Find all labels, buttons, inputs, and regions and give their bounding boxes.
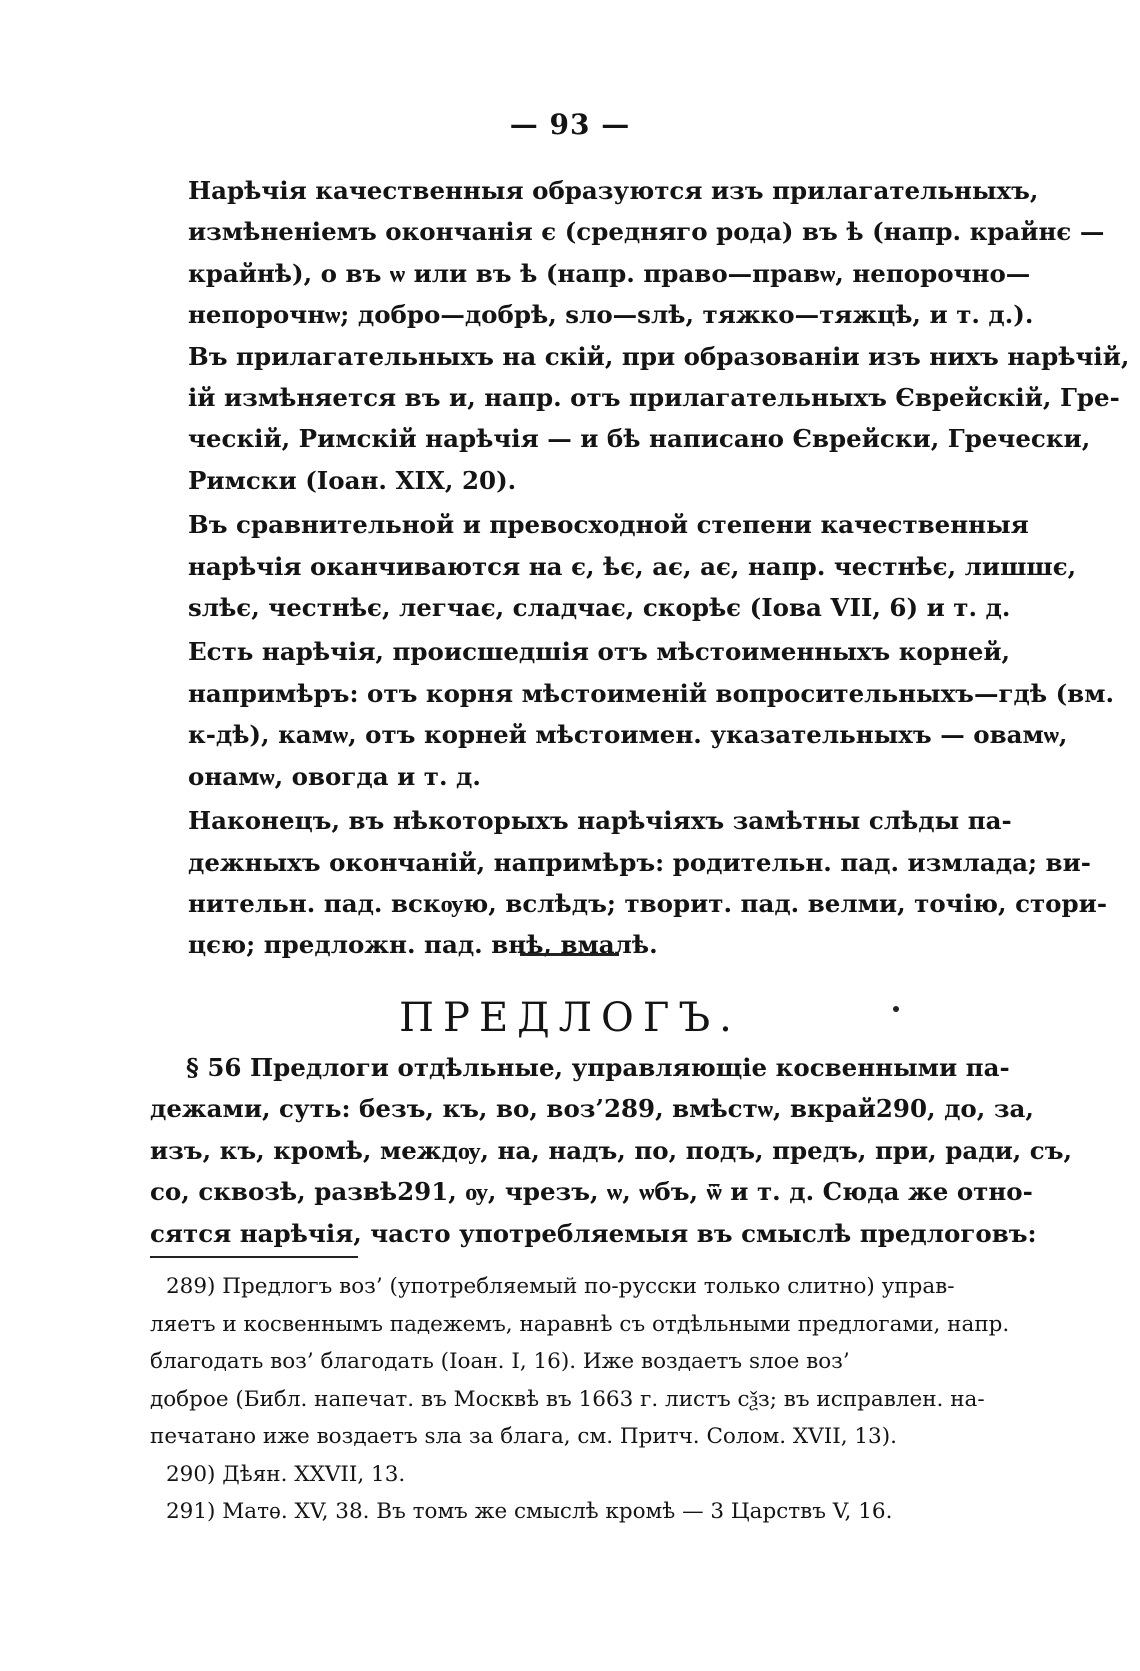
text-line: Въ прилагательныхъ на скій, при образованіи изъ нихъ нарѣчій, — [188, 341, 1130, 371]
text-line: ій измѣняется въ и, напр. отъ прилагательныхъ Єврейскій, Гре- — [188, 383, 1120, 413]
section-divider — [520, 953, 619, 956]
text-line: дежныхъ окончаній, напримѣръ: родительн. пад. измлада; ви- — [188, 847, 1091, 877]
text-line: § 56 Предлоги отдѣльные, управляющіе косвенными па- — [186, 1053, 1010, 1082]
body-text — [188, 170, 1130, 969]
text-line: со, сквозѣ, развѣ291, ѹ, чрезъ, ѡ, ѡбъ, ѿ и т. д. Сюда же отно- — [150, 1177, 1033, 1207]
ink-dot — [893, 1006, 899, 1012]
page-number: — 93 — — [509, 108, 631, 141]
text-line: Наконецъ, въ нѣкоторыхъ нарѣчіяхъ замѣтны слѣды па- — [188, 806, 1012, 836]
text-line: Есть нарѣчія, происшедшія отъ мѣстоименныхъ корней, — [188, 637, 1011, 667]
text-line: крайнѣ), о въ ѡ или въ ѣ (напр. право—правѡ, непорочно— — [188, 258, 1031, 288]
text-line: ческій, Римскій нарѣчія — и бѣ написано Єврейски, Гречески, — [188, 424, 1091, 454]
text-line: измѣненіемъ окончанія є (средняго рода) въ ѣ (напр. крайнє — — [188, 217, 1105, 247]
section-heading: ПРЕДЛОГЪ. — [399, 995, 741, 1041]
text-line: Римски (Іоан. XIX, 20). — [188, 465, 517, 495]
text-line: Въ сравнительной и превосходной степени качественныя — [188, 510, 1029, 540]
text-line: изъ, къ, кромѣ, междѹ, на, надъ, по, подъ, предъ, при, ради, съ, — [150, 1135, 1073, 1165]
paragraph-2 — [188, 504, 1077, 628]
footnotes — [150, 1268, 1010, 1531]
footnote-line: благодать воз’ благодать (Іоан. I, 16). Иже воздаетъ ѕлое воз’ — [150, 1349, 850, 1374]
text-line: нительн. пад. вскѹю, вслѣдъ; творит. пад. велми, точію, стори- — [188, 888, 1107, 918]
paragraph-1 — [188, 170, 1130, 501]
paragraph-4 — [188, 800, 1107, 966]
text-line: цєю; предложн. пад. внѣ, вмалѣ. — [188, 930, 658, 960]
footnote-line: печатано иже воздаетъ ѕла за блага, см. Притч. Солом. XVII, 13). — [150, 1424, 897, 1449]
footnote-line: 290) Дѣян. XXVII, 13. — [166, 1461, 406, 1487]
paragraph-3 — [188, 631, 1114, 797]
text-line: Нарѣчія качественныя образуются изъ прилагательныхъ, — [188, 176, 1039, 205]
text-line: к-дѣ), камѡ, отъ корней мѣстоимен. указательныхъ — овамѡ, — [188, 720, 1068, 750]
text-line: дежами, суть: безъ, къ, во, воз’289, вмѣстѡ, вкрай290, до, за, — [150, 1094, 1034, 1124]
footnote-line: 291) Матѳ. XV, 38. Въ томъ же смыслѣ кромѣ — 3 Царствъ V, 16. — [166, 1499, 893, 1524]
text-line: онамѡ, овогда и т. д. — [188, 761, 481, 791]
footnote-line: 289) Предлогъ воз’ (употребляемый по-русски только слитно) управ- — [166, 1274, 955, 1299]
text-line: сятся нарѣчія, часто употребляемыя въ смыслѣ предлоговъ: — [150, 1218, 1037, 1248]
text-line: напримѣръ: отъ корня мѣстоименій вопросительныхъ—гдѣ (вм. — [188, 678, 1114, 708]
text-line: непорочнѡ; добро—добрѣ, ѕло—ѕлѣ, тяжко—тяжцѣ, и т. д.). — [188, 300, 1034, 330]
footnote-line: доброе (Библ. напечат. въ Москвѣ въ 1663 г. листъ сѯз; въ исправлен. на- — [150, 1386, 985, 1412]
footnote-divider — [150, 1256, 358, 1258]
section-56-text — [150, 1047, 1073, 1254]
footnote-line: ляетъ и косвеннымъ падежемъ, наравнѣ съ отдѣльными предлогами, напр. — [150, 1311, 1010, 1337]
text-line: нарѣчія оканчиваются на є, ѣє, ає, ає, напр. честнѣє, лишшє, — [188, 551, 1077, 581]
text-line: ѕлѣє, честнѣє, легчає, сладчає, скорѣє (Іова VII, 6) и т. д. — [188, 593, 1011, 623]
